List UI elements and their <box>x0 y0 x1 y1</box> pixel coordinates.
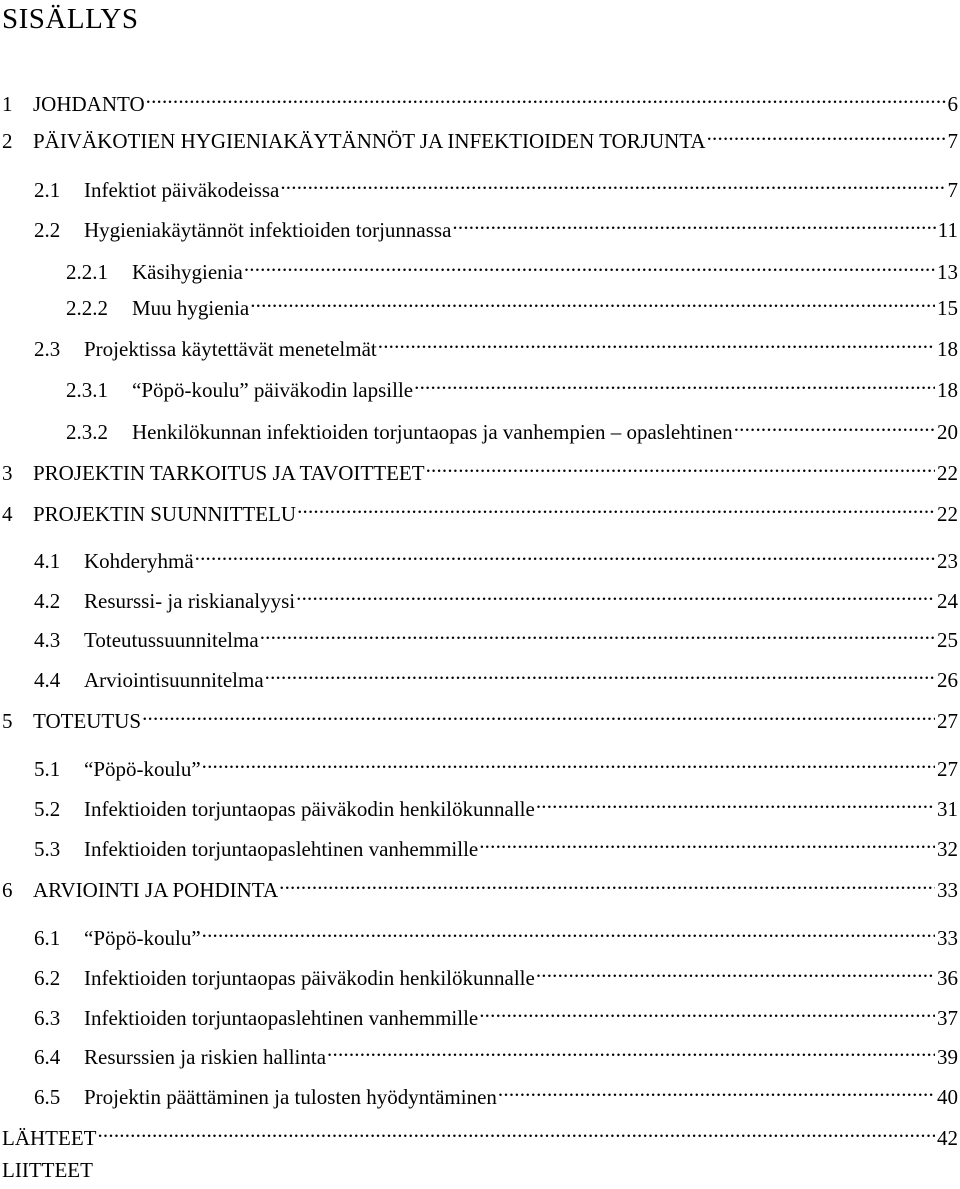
toc-entry[interactable] <box>34 915 958 950</box>
toc-entry[interactable] <box>66 367 958 402</box>
toc-entry-page: 15 <box>937 296 958 320</box>
toc-entry-number: 6.4 <box>34 1045 61 1069</box>
toc-entry[interactable] <box>34 1034 958 1069</box>
toc-entry-title: Muu hygienia <box>132 296 250 320</box>
toc-entry-number: 4.3 <box>34 628 61 652</box>
dot-leader <box>244 249 935 279</box>
dot-leader <box>536 786 935 816</box>
toc-entry-number: 3 <box>2 461 13 485</box>
toc-entry-number: 5 <box>2 709 13 733</box>
dot-leader <box>195 538 935 568</box>
toc-entry-page: 20 <box>937 420 958 444</box>
toc-entry[interactable] <box>34 538 958 573</box>
toc-entry-number: 5.1 <box>34 757 61 781</box>
toc-entry-page: 26 <box>937 668 958 692</box>
toc-entry-page: 27 <box>937 757 958 781</box>
toc-entry-number: 1 <box>2 92 13 116</box>
dot-leader <box>707 118 946 148</box>
toc-entry[interactable] <box>34 167 958 202</box>
toc-entry-title: Infektioiden torjuntaopas päiväkodin henkilökunnalle <box>84 797 535 821</box>
toc-entry[interactable] <box>2 698 958 733</box>
dot-leader <box>260 617 935 647</box>
toc-entry-number: 2.1 <box>34 178 61 202</box>
toc-entry-page: 13 <box>937 260 958 284</box>
toc-entry[interactable] <box>2 1155 958 1185</box>
dot-leader <box>202 746 935 776</box>
toc-entry-number: 4.4 <box>34 668 61 692</box>
dot-leader <box>734 409 935 439</box>
toc-entry-page: 18 <box>937 337 958 361</box>
toc-entry-page: 33 <box>937 926 958 950</box>
toc-entry-number: 5.2 <box>34 797 61 821</box>
toc-entry[interactable] <box>2 867 958 902</box>
dot-leader <box>378 326 935 356</box>
toc-entry-page: 40 <box>937 1085 958 1109</box>
toc-entry-number: 6.1 <box>34 926 61 950</box>
toc-entry-title: Infektioiden torjuntaopaslehtinen vanhemmille <box>84 837 479 861</box>
toc-entry-number: 2.3 <box>34 337 61 361</box>
toc-entry[interactable] <box>34 746 958 781</box>
toc-entry[interactable] <box>2 1115 958 1150</box>
dot-leader <box>296 578 935 608</box>
toc-entry-number: 2.3.1 <box>66 378 108 402</box>
toc-entry-title: Kohderyhmä <box>84 549 194 573</box>
toc-entry-title: Resurssien ja riskien hallinta <box>84 1045 327 1069</box>
toc-entry-title: Hygieniakäytännöt infektioiden torjunnassa <box>84 218 452 242</box>
toc-entry-title: “Pöpö-koulu” päiväkodin lapsille <box>132 378 414 402</box>
dot-leader <box>414 367 935 397</box>
dot-leader <box>498 1074 935 1104</box>
toc-entry[interactable] <box>34 826 958 861</box>
dot-leader <box>146 81 946 111</box>
toc-entry-title: PROJEKTIN TARKOITUS JA TAVOITTEET <box>33 461 425 485</box>
toc-entry-number: 2.2.1 <box>66 260 108 284</box>
toc-entry-title: JOHDANTO <box>33 92 145 116</box>
toc-entry-title: Käsihygienia <box>132 260 243 284</box>
dot-leader <box>327 1034 935 1064</box>
toc-entry-title: Projektissa käytettävät menetelmät <box>84 337 377 361</box>
toc-entry-page: 7 <box>947 129 958 153</box>
toc-entry-number: 6 <box>2 878 13 902</box>
toc-entry[interactable] <box>2 81 958 116</box>
toc-entry-page: 7 <box>947 178 958 202</box>
dot-leader <box>479 995 935 1025</box>
toc-entry-page: 18 <box>937 378 958 402</box>
toc-entry[interactable] <box>2 491 958 526</box>
dot-leader <box>297 491 935 521</box>
toc-entry-page: 25 <box>937 628 958 652</box>
toc-entry-title: ARVIOINTI JA POHDINTA <box>33 878 279 902</box>
toc-entry-number: 4 <box>2 502 13 526</box>
dot-leader <box>97 1115 935 1145</box>
toc-entry-title: PROJEKTIN SUUNNITTELU <box>33 502 297 526</box>
toc-entry-title: LIITTEET <box>2 1158 93 1182</box>
toc-entry-page: 24 <box>937 589 958 613</box>
toc-entry[interactable] <box>34 578 958 613</box>
toc-entry-page: 22 <box>937 502 958 526</box>
toc-entry-title: Resurssi- ja riskianalyysi <box>84 589 296 613</box>
toc-entry-page: 22 <box>937 461 958 485</box>
toc-entry-title: Arviointisuunnitelma <box>84 668 264 692</box>
toc-entry-page: 31 <box>937 797 958 821</box>
toc-entry-number: 2 <box>2 129 13 153</box>
toc-entry-page: 32 <box>937 837 958 861</box>
toc-entry-number: 6.2 <box>34 966 61 990</box>
dot-leader <box>142 698 935 728</box>
toc-entry-title: Projektin päättäminen ja tulosten hyödyntäminen <box>84 1085 497 1109</box>
dot-leader <box>452 207 935 237</box>
toc-entry-page: 11 <box>937 218 958 242</box>
toc-entry-number: 6.3 <box>34 1006 61 1030</box>
toc-entry-title: Infektiot päiväkodeissa <box>84 178 280 202</box>
toc-entry-title: Infektioiden torjuntaopas päiväkodin henkilökunnalle <box>84 966 535 990</box>
dot-leader <box>280 167 945 197</box>
toc-entry-page: 23 <box>937 549 958 573</box>
toc-entry-number: 2.3.2 <box>66 420 108 444</box>
dot-leader <box>279 867 935 897</box>
toc-entry[interactable] <box>34 326 958 361</box>
toc-entry[interactable] <box>34 995 958 1030</box>
toc-entry-number: 6.5 <box>34 1085 61 1109</box>
dot-leader <box>479 826 935 856</box>
toc-entry-title: PÄIVÄKOTIEN HYGIENIAKÄYTÄNNÖT JA INFEKTIOIDEN TORJUNTA <box>33 129 706 153</box>
toc-entry-page: 36 <box>937 966 958 990</box>
dot-leader <box>426 450 935 480</box>
toc-entry-title: “Pöpö-koulu” <box>84 926 201 950</box>
toc-entry[interactable] <box>66 409 958 444</box>
toc-entry[interactable] <box>34 207 958 242</box>
toc-entry-page: 6 <box>947 92 958 116</box>
toc-entry[interactable] <box>2 450 958 485</box>
toc-entry-title: Toteutussuunnitelma <box>84 628 259 652</box>
toc-entry-number: 5.3 <box>34 837 61 861</box>
toc-entry-page: 42 <box>937 1126 958 1150</box>
toc-entry[interactable] <box>34 1074 958 1109</box>
toc-entry-number: 4.2 <box>34 589 61 613</box>
dot-leader <box>536 955 935 985</box>
toc-entry[interactable] <box>34 955 958 990</box>
toc-entry-title: TOTEUTUS <box>33 709 142 733</box>
toc-entry-number: 2.2 <box>34 218 61 242</box>
toc-entry-number: 2.2.2 <box>66 296 108 320</box>
toc-entry[interactable] <box>2 118 958 153</box>
dot-leader <box>250 285 935 315</box>
toc-entry[interactable] <box>66 249 958 284</box>
toc-entry[interactable] <box>34 786 958 821</box>
toc-entry-title: Henkilökunnan infektioiden torjuntaopas ja vanhempien – opaslehtinen <box>132 420 733 444</box>
toc-entry[interactable] <box>34 657 958 692</box>
toc-entry-page: 33 <box>937 878 958 902</box>
toc-entry-title: Infektioiden torjuntaopaslehtinen vanhemmille <box>84 1006 479 1030</box>
toc-entry-page: 39 <box>937 1045 958 1069</box>
toc-entry[interactable] <box>34 617 958 652</box>
toc-entry-title: LÄHTEET <box>2 1126 97 1150</box>
toc-entry-number: 4.1 <box>34 549 61 573</box>
dot-leader <box>202 915 935 945</box>
dot-leader <box>265 657 935 687</box>
toc-entry-page: 37 <box>937 1006 958 1030</box>
page-title: SISÄLLYS <box>2 3 139 35</box>
toc-entry-page: 27 <box>937 709 958 733</box>
toc-entry[interactable] <box>66 285 958 320</box>
toc-entry-title: “Pöpö-koulu” <box>84 757 201 781</box>
